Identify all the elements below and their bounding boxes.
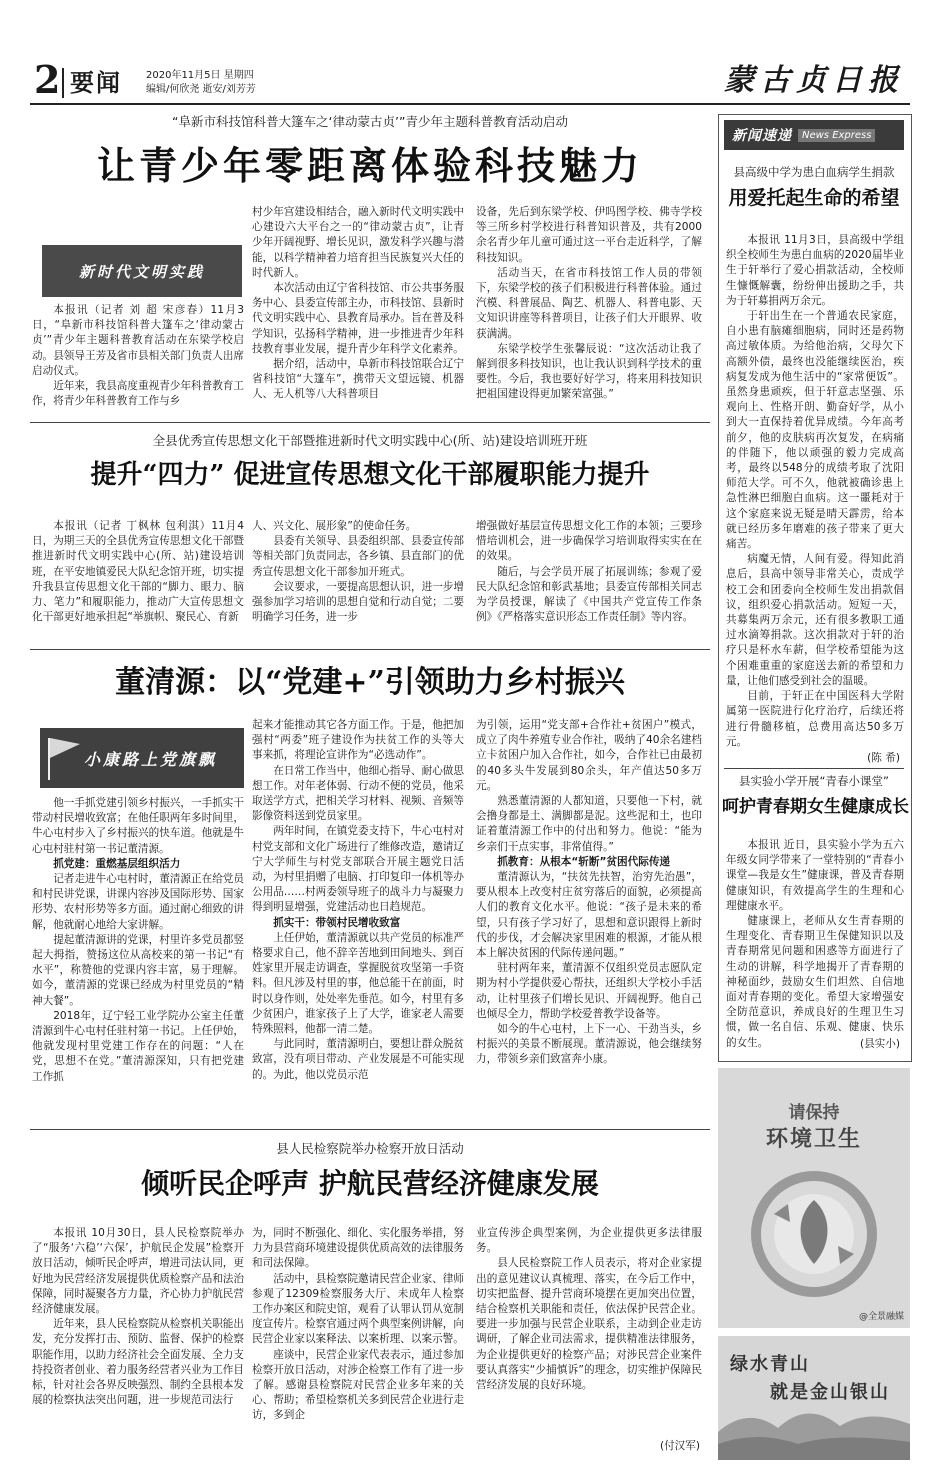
paragraph: 设备，先后到东梁学校、伊吗图学校、佛寺学校等三所乡村学校进行科普知识普及，共有2000余名青少年儿童可通过这一平台走近科学，了解科技知识。 <box>476 206 702 264</box>
article4-headline: 倾听民企呼声 护航民营经济健康发展 <box>141 1167 599 1200</box>
section-divider <box>62 68 64 98</box>
article1-col3 <box>476 205 702 415</box>
paragraph: 熟悉董清源的人都知道，只要他一下村，就会撸身都是土、满脚都是泥。这些泥和土，也印证着董清源工作中的付出和努力。他说：“能为乡亲们干点实事，非常值得。” <box>476 795 702 853</box>
green-mountain-ad <box>718 1336 910 1460</box>
article2-rule <box>30 649 710 650</box>
paragraph: 近年来，我县高度重视青少年科普教育工作，将青少年科普教育工作与乡 <box>32 380 244 408</box>
paragraph: 人、兴文化、展形象”的使命任务。 <box>252 520 417 532</box>
article2-col3 <box>476 519 702 641</box>
party-flag-logo-text: 小康路上党旗飘 <box>84 749 218 769</box>
article1-col1 <box>32 303 244 413</box>
article3-col3 <box>476 718 702 1122</box>
paragraph: 与此同时，董清源明白，要想让群众脱贫致富，没有项目带动、产业发展是不可能实现的。为此，他以党员示范 <box>252 1038 464 1081</box>
masthead-date: 2020年11月5日 星期四 <box>146 70 254 81</box>
article4-kicker: 县人民检察院举办检察开放日活动 <box>276 1141 464 1156</box>
paragraph: 上任伊始，董清源就以共产党员的标准严格要求自己，他不辞辛苦地到田间地头、到百姓家里开展走访调查，掌握脱贫攻坚第一手资料。但凡涉及村里的事，他总能干在前面，时时以身作则，处处率先垂范。如今，村里有多少贫困户，谁家孩子上了大学，谁家老人需要特殊照料，他都一清二楚。 <box>252 931 464 1036</box>
paragraph: 本报讯（记者 丁枫林 包利淇）11月4日，为期三天的全县优秀宣传思想文化干部暨推进新时代文明实践中心(所、站)建设培训班，在平安地镇爱民大队纪念馆开班，切实提升我县宣传思想文化干部的“脚力、眼力、脑力、笔力”和履职能力，推动广大宣传思想文化干部更好地承担起“举旗帜、聚民心、育新 <box>32 520 244 624</box>
paragraph: 病魔无情，人间有爱。得知此消息后，县高中领导非常关心，责成学校工会和团委向全校师生发出捐款倡议，组织爱心捐款活动。短短一天，共募集两万余元，还有很多教职工通过水滴筹捐款。这次捐款对于轩的治疗只是杯水车薪，但学校希望能为这个困难重重的家庭送去新的希望和力量，让他们感受到社会的温暖。 <box>726 553 904 687</box>
paragraph: 2018年，辽宁轻工业学院办公室主任董清源到牛心屯村任驻村第一书记。上任伊始，他就发现村里党建工作存在的问题：“人在党，思想不在党。”董清源深知，只有把党建工作抓 <box>32 1009 244 1083</box>
paragraph: 本报讯（记者 刘 超 宋彦春）11月3日，“阜新市科技馆科普大篷车之‘律动蒙古贞’”青少年主题科普教育活动在东梁学校启动。县领导王芳及省市县相关部门负责人出席启动仪式。 <box>32 304 244 377</box>
paragraph: 健康课上，老师从女生青春期的生理变化、青春期卫生保健知识以及青春期常见问题和困惑等方面进行了生动的讲解，科学地揭开了青春期的神秘面纱，鼓励女生们坦然、自信地面对青春期的变化。希望大家增强安全防范意识，养成良好的生理卫生习惯，做一名自信、乐观、健康、快乐的女生。 <box>726 915 904 1049</box>
sidebar-story2-kicker: 县实验小学开展“青春小课堂” <box>739 774 889 788</box>
green-mountain-ad-line2: 就是金山银山 <box>770 1382 890 1403</box>
masthead-editors: 编辑/何欣尧 逝安/刘芳芳 <box>146 84 256 95</box>
paragraph: 为，同时不断强化、细化、实化服务举措，努力为县营商环境建设提供优质高效的法律服务和司法保障。 <box>252 1227 464 1270</box>
paragraph: 如今的牛心屯村，上下一心、干劲当头，乡村振兴的美景不断展现。董清源说，他会继续努力，带领乡亲们致富奔小康。 <box>476 1023 702 1066</box>
green-mountain-ad-line1: 绿水青山 <box>730 1354 810 1375</box>
paragraph: 为引领，运用“党支部+合作社+贫困户”模式，成立了肉牛养殖专业合作社，吸纳了40余名建档立卡贫困户加入合作社，如今，合作社已由最初的40多头牛发展到80余头，年产值达50多万元。 <box>476 719 702 792</box>
article3-headline: 董清源：以“党建+”引领助力乡村振兴 <box>115 665 625 700</box>
article4-col3 <box>476 1226 702 1438</box>
news-express-title: 新闻速递 <box>732 128 792 144</box>
hygiene-ad-line1: 请保持 <box>788 1103 840 1123</box>
paragraph: 目前，于轩正在中国医科大学附属第一医院进行化疗治疗，后续还将进行骨髓移植，总费用高达50多万元。 <box>726 690 904 748</box>
page-number: 2 <box>34 57 61 102</box>
sidebar-story2-byline: (县实小) <box>859 1038 900 1050</box>
article1-col2 <box>252 205 464 415</box>
party-flag-logo <box>40 728 244 788</box>
civilization-practice-logo-text: 新时代文明实践 <box>78 262 205 281</box>
paragraph: 董清源认为，“扶贫先扶智，治穷先治愚”，要从根本上改变村庄贫穷落后的面貌，必须提高人们的教育文化水平。他说：“孩子是未来的希望，只有孩子学习好了，思想和意识跟得上新时代的步伐，才会解决家里困难的根源，才能从根本上解决贫困的代际传递问题。” <box>476 871 702 960</box>
paragraph: 县人民检察院工作人员表示，将对企业家提出的意见建议认真梳理、落实，在今后工作中，切实把监督、提升营商环境摆在更加突出位置，结合检察机关职能和责任，依法保护民营企业。要进一步加强与民营企业联系，主动到企业走访调研，了解企业司法需求，提供精准法律服务，为企业提供更好的检察产品；对涉民营企业案件要认真落实“少捕慎诉”的理念，切实维护保障民营经济发展的良好环境。 <box>476 1257 702 1392</box>
masthead-rule <box>30 103 910 105</box>
paragraph: 业宣传涉企典型案例，为企业提供更多法律服务。 <box>476 1227 702 1255</box>
paragraph: 提起董清源讲的党课，村里许多党员都竖起大拇指，赞扬这位从高校来的第一书记“有水平”，称赞他的党课内容丰富，易于理解。如今，董清源的党课已经成为村里党员的“精神大餐”。 <box>32 933 244 1007</box>
article2-col1 <box>32 519 244 641</box>
paragraph: 县委有关领导、县委组织部、县委宣传部等相关部门负责同志，各乡镇、县直部门的优秀宣传思想文化干部参加开班式。 <box>252 535 464 578</box>
article3-col2 <box>252 718 464 1122</box>
article3-rule <box>30 1129 710 1130</box>
article4-col2 <box>252 1226 464 1454</box>
paragraph: 村少年宫建设相结合，融入新时代文明实践中心建设六大平台之一的“律动蒙古贞”，让青少年开阔视野、增长见识，激发科学兴趣与潜能，以科学精神着力培育担当民族复兴大任的时代新人。 <box>252 206 464 279</box>
paragraph: 活动中，县检察院邀请民营企业家、律师参观了12309检察服务大厅、未成年人检察工作办案区和院史馆，观看了认罪认罚从宽制度宣传片。检察官通过两个典型案例讲解，向民营企业家以案释法、以案析理、以案示警。 <box>252 1272 464 1346</box>
paragraph: 增强做好基层宣传思想文化工作的本领；三要珍惜培训机会，进一步确保学习培训取得实实在在的效果。 <box>476 520 702 563</box>
hygiene-ad <box>718 1068 910 1328</box>
sidebar-story2-headline: 呵护青春期女生健康成长 <box>722 797 909 817</box>
article1-headline: 让青少年零距离体验科技魅力 <box>96 143 643 188</box>
sidebar-story1-body <box>726 233 904 749</box>
paragraph: 座谈中，民营企业家代表表示，通过参加检察开放日活动，对涉企检察工作有了进一步了解。感谢县检察院对民营企业多年来的关心、帮助；希望检察机关多到民营企业进行走访，多到企 <box>252 1348 464 1422</box>
paragraph: 两年时间，在镇党委支持下，牛心屯村对村党支部和文化广场进行了维修改造，邀请辽宁大学师生与村党支部联合开展主题党日活动，为村里捐赠了电脑、打印复印一体机等办公用品……村两委领导班子的战斗力与凝聚力得到明显增强，党建活动也日趋规范。 <box>252 825 464 914</box>
subheading: 抓实干：带领村民增收致富 <box>273 916 401 929</box>
article4-col1 <box>32 1226 244 1454</box>
paper-name: 蒙古贞日报 <box>724 63 904 98</box>
article2-headline: 提升“四力” 促进宣传思想文化干部履职能力提升 <box>90 460 650 490</box>
paragraph: 起来才能推动其它各方面工作。于是，他把加强村“两委”班子建设作为扶贫工作的头等大事来抓，将理论宣讲作为“必选动作”。 <box>252 719 464 762</box>
news-express-subtitle: News Express <box>798 129 875 142</box>
paragraph: 记者走进牛心屯村时，董清源正在给党员和村民讲党课，讲课内容涉及国际形势、国家形势、农村形势等多方面。通过耐心细致的讲解，他就耐心地给大家讲解。 <box>32 873 244 931</box>
news-express-banner <box>724 120 904 150</box>
paragraph: 活动当天，在省市科技馆工作人员的带领下，东梁学校的孩子们积极进行科普体验。通过汽模、科普展品、陶艺、机器人、科普电影、天文知识讲座等科普项目，让孩子们大开眼界、收获满满。 <box>476 266 702 340</box>
paragraph: 东梁学校学生张馨辰说：“这次活动让我了解到很多科技知识，也让我认识到科学技术的重要性。今后，我也要好好学习，将来用科技知识把祖国建设得更加繁荣富强。” <box>476 342 702 401</box>
civilization-practice-logo <box>42 245 242 297</box>
paragraph: 本报讯 近日，县实验小学为五六年级女同学带来了一堂特别的“青春小课堂—我是女生”健康课，普及青春期健康知识，有效提高学生的生理和心理健康水平。 <box>726 839 904 912</box>
recycle-leaf-icon <box>744 1164 884 1304</box>
article2-col2 <box>252 519 464 641</box>
sidebar-story1-byline: (陈 希) <box>867 752 900 764</box>
paragraph: 据介绍，活动中，阜新市科技馆联合辽宁省科技馆“大篷车”，携带天文望远镜、机器人、无人机等八大科普项目 <box>252 358 464 401</box>
subheading: 抓教育：从根本“斩断”贫困代际传递 <box>497 855 671 868</box>
article1-rule <box>30 422 710 423</box>
paragraph: 于轩出生在一个普通农民家庭，自小患有脑瘫细胞病，同时还是药物高过敏体质。为给他治病，父母欠下高额外债，最终也没能继续医治，疾病复发成为他生活中的“家常便饭”。虽然身患顽疾，但于轩意志坚强、乐观向上、性格开朗、勤奋好学，从小到大一直保持着优异成绩。今年高考前夕，他的皮肤病再次复发，在病痛的伴随下，他以顽强的毅力完成高考，最终以548分的成绩考取了沈阳师范大学。可不久，他就被确诊患上急性淋巴细胞白血病。这一噩耗对于这个家庭来说无疑是晴天霹雳，给本就已经历多年磨难的孩子带来了更大痛苦。 <box>726 310 904 551</box>
paragraph: 近年来，县人民检察院从检察机关职能出发，充分发挥打击、预防、监督、保护的检察职能作用，以助力经济社会全面发展、全力支持投资者创业、着力服务经营者兴业为工作目标，针对社会各界反映强烈、制约全县根本发展的检察执法突出问题，进一步规范司法行 <box>32 1318 244 1407</box>
hygiene-ad-credit: @全景融媒 <box>858 1312 904 1322</box>
paragraph: 驻村两年来，董清源不仅组织党员志愿队定期为村小学提供爱心帮扶，还组织大学校小手活动，让村里孩子们增长见识、开阔视野。他自己也倾尽全力，帮助学校爱普教学设备等。 <box>476 962 702 1020</box>
paragraph: 本报讯 11月3日，县高级中学组织全校师生为患白血病的2020届毕业生于轩举行了爱心捐款活动，全校师生慷慨解囊，纷纷伸出援助之手，共为于轩募捐两万余元。 <box>726 234 904 307</box>
hygiene-ad-line2: 环境卫生 <box>765 1127 862 1152</box>
article2-kicker: 全县优秀宣传思想文化干部暨推进新时代文明实践中心(所、站)建设培训班开班 <box>152 433 588 448</box>
masthead <box>30 57 910 102</box>
paragraph: 在日常工作当中，他细心指导、耐心做思想工作。对年老体弱、行动不便的党员，他采取送学方式，把相关学习材料、视频、音频等影像资料送到党员家里。 <box>252 764 464 823</box>
article4-byline: (付汉军) <box>659 1440 700 1452</box>
paragraph: 他一手抓党建引领乡村振兴，一手抓实干带动村民增收致富；在他任职两年多时间里，牛心屯村步入了乡村振兴的快车道。他就是牛心屯村驻村第一书记董清源。 <box>32 797 244 855</box>
paragraph: 随后，与会学员开展了拓展训练；参观了爱民大队纪念馆和彰武基地；县委宣传部相关同志为学员授课，解读了《中国共产党宣传工作条例》《严格落实意识形态工作责任制》等内容。 <box>476 565 702 624</box>
paragraph: 本次活动由辽宁省科技馆、市公共事务服务中心、县委宣传部主办，市科技馆、县新时代文明实践中心、县教育局承办。旨在普及科学知识，弘扬科学精神，进一步推进青少年科技教育事业发展，提升青少年科学文化素养。 <box>252 282 464 355</box>
sidebar-story1-kicker: 县高级中学为患白血病学生捐款 <box>733 165 895 179</box>
subheading: 抓党建：重燃基层组织活力 <box>53 857 181 870</box>
article3-col1 <box>32 796 244 1122</box>
article1-kicker: “阜新市科技馆科普大篷车之‘律动蒙古贞’”青少年主题科普教育活动启动 <box>172 114 568 129</box>
paragraph: 会议要求，一要提高思想认识，进一步增强参加学习培训的思想自觉和行动自觉；二要明确学习任务，进一步 <box>252 580 464 624</box>
paragraph: 本报讯 10月30日，县人民检察院举办了“服务‘六稳’‘六保’，护航民企发展”检察开放日活动，倾听民企呼声，增进司法认同，更好地为民营经济发展提供优质检察产品和法治保障，同时凝聚各方力量，齐心协力护航民营经济健康发展。 <box>32 1227 244 1316</box>
sidebar-rule <box>724 768 904 769</box>
party-flag-icon <box>40 728 84 788</box>
section-name: 要闻 <box>70 69 122 97</box>
sidebar-story1-headline: 用爱托起生命的希望 <box>728 187 900 209</box>
